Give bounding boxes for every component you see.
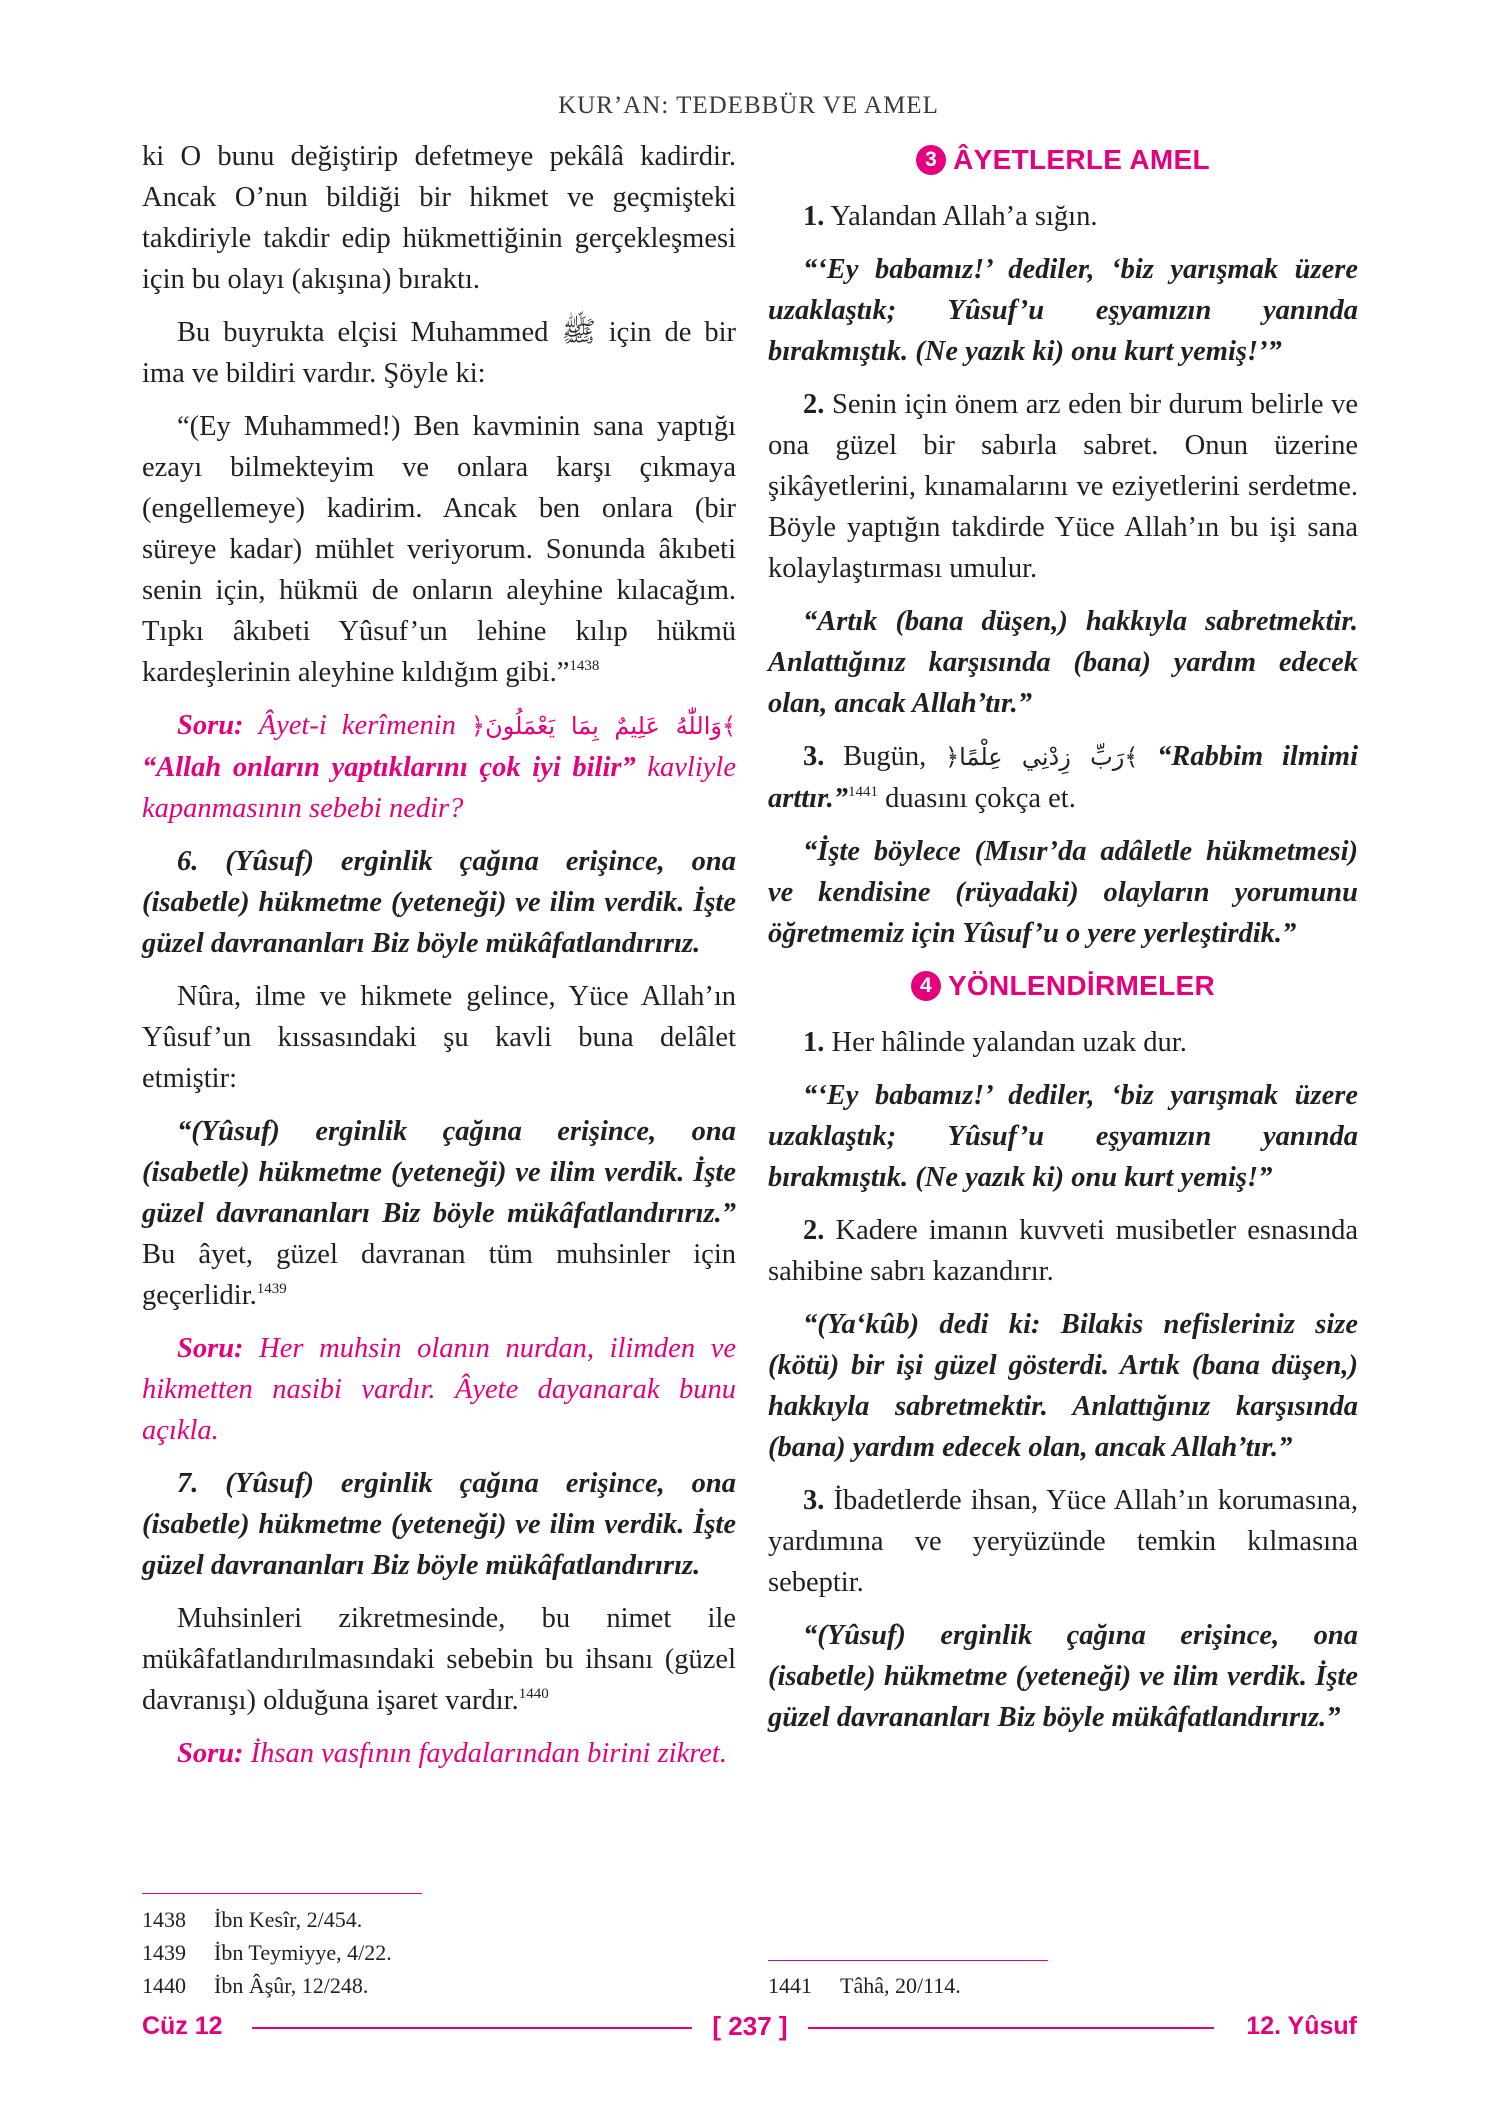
quote-text: “(Ey Muhammed!) Ben kavminin sana yaptığı ezayı bilmekteyim ve onlara karşı çıkmaya (engellemeye) kadirim. Ancak ben onlara (bir süreye kadar) mühlet veriyorum. Sonunda âkıbeti senin için, hükmü de onların aleyhine kılacağım. Tıpkı âkıbeti Yûsuf’un lehine kılıp hükmü kardeşlerinin aleyhine kıldığım gibi.” [142, 411, 736, 688]
verse-6: 6. (Yûsuf) erginlik çağına erişince, ona (isabetle) hükmetme (yeteneği) ve ilim verdik. İşte güzel davrananları Biz böyle mükâfatlandırırız. [142, 846, 736, 959]
item-number: 2. [803, 1215, 825, 1246]
paragraph-text: Muhsinleri zikretmesinde, bu nimet ile mükâfatlandırılmasındaki sebebin bu ihsanı (güzel davranışı) olduğuna işaret vardır. [142, 1603, 736, 1716]
footnote [768, 1969, 961, 2002]
footnote-text: İbn Kesîr, 2/454. [214, 1907, 363, 1932]
question-label: Soru: [177, 1738, 244, 1769]
item-text: Her hâlinde yalandan uzak dur. [824, 1027, 1187, 1058]
quote-paragraph [142, 406, 736, 693]
item-2 [768, 1210, 1358, 1292]
item-number: 2. [803, 389, 825, 420]
footnote [142, 1903, 362, 1936]
section-title: YÖNLENDİRMELER [947, 970, 1216, 1001]
footnote-number: 1441 [768, 1973, 812, 1998]
question-1 [142, 705, 736, 829]
arabic-verse: ﴿وَاللّٰهُ عَلِيمٌ بِمَا يَعْمَلُونَ﴾ [471, 712, 737, 740]
page-number: [ 237 ] [712, 2011, 788, 2041]
footnote-number: 1440 [142, 1973, 186, 1998]
verse-quote: “(Yûsuf) erginlik çağına erişince, ona (isabetle) hükmetme (yeteneği) ve ilim verdik. İşte güzel davrananları Biz böyle mükâfatlandırırız.” [142, 1116, 736, 1229]
section-number-badge: 4 [911, 971, 941, 1001]
footnote [142, 1969, 368, 2002]
question-bold: “Allah onların yaptıklarını çok iyi bilir” [142, 752, 636, 783]
section-number-badge: 3 [916, 145, 946, 175]
footnote [142, 1936, 392, 1969]
footnote-text: İbn Teymiyye, 4/22. [214, 1940, 392, 1965]
item-text: İbadetlerde ihsan, Yüce Allah’ın korumasına, yardımına ve yeryüzünde temkin kılmasına sebeptir. [768, 1485, 1358, 1598]
question-text: kavliyle kapanmasının sebebi nedir? [142, 752, 736, 824]
verse-quote: “(Ya‘kûb) dedi ki: Bilakis nefisleriniz size (kötü) bir işi güzel gösterdi. Artık (bana düşen,) hakkıyla sabretmektir. Anlattığınız karşısında (bana) yardım edecek olan, ancak Allah’tır.” [768, 1309, 1358, 1463]
verse-quote: “Artık (bana düşen,) hakkıyla sabretmektir. Anlattığınız karşısında (bana) yardım edecek olan, ancak Allah’tır.” [768, 606, 1358, 719]
item-number: 1. [803, 201, 825, 232]
right-column [768, 136, 1358, 1750]
item-1 [768, 196, 1358, 237]
footnote-rule [142, 1893, 422, 1894]
arabic-verse: ﴿رَبِّ زِدْنِي عِلْمًا﴾ [945, 743, 1139, 771]
item-3 [768, 736, 1358, 819]
running-header: KUR’AN: TEDEBBÜR VE AMEL [558, 92, 939, 119]
item-text: Senin için önem arz eden bir durum belirle ve ona güzel bir sabırla sabret. Onun üzerine şikâyetlerini, kınamalarını ve eziyetlerini serdetme. Böyle yaptığın takdirde Yüce Allah’ın bu işi sana kolaylaştırması umulur. [768, 389, 1358, 584]
section-title: ÂYETLERLE AMEL [953, 144, 1210, 175]
question-label: Soru: [177, 710, 244, 741]
section-heading-4 [768, 966, 1358, 1006]
footnote-text: Tâhâ, 20/114. [840, 1973, 961, 1998]
item-text: Yalandan Allah’a sığın. [824, 201, 1098, 232]
footer-surah: 12. Yûsuf [1246, 2012, 1357, 2040]
verse-quote: “Rabbim ilmimi arttır.” [768, 741, 1358, 814]
paragraph: Nûra, ilme ve hikmete gelince, Yüce Allah’ın Yûsuf’un kıssasındaki şu kavli buna delâlet etmiştir: [142, 981, 736, 1094]
question-label: Soru: [177, 1333, 244, 1364]
item-number: 3. [803, 1485, 825, 1516]
paragraph: ki O bunu değiştirip defetmeye pekâlâ kadirdir. Ancak O’nun bildiği bir hikmet ve geçmişteki takdiriyle takdir edip hükmettiğinin gerçekleşmesi için bu olayı (akışına) bıraktı. [142, 141, 736, 295]
footnote-ref[interactable]: 1441 [848, 784, 878, 800]
section-heading-3 [768, 140, 1358, 180]
verse-quote: “(Yûsuf) erginlik çağına erişince, ona (isabetle) hükmetme (yeteneği) ve ilim verdik. İşte güzel davrananları Biz böyle mükâfatlandırırız.” [768, 1620, 1358, 1733]
footnote-ref[interactable]: 1438 [569, 658, 600, 674]
verse-7: 7. (Yûsuf) erginlik çağına erişince, ona (isabetle) hükmetme (yeteneği) ve ilim verdik. İşte güzel davrananları Biz böyle mükâfatlandırırız. [142, 1468, 736, 1581]
paragraph: Bu buyrukta elçisi Muhammed ﷺ için de bir ima ve bildiri vardır. Şöyle ki: [142, 317, 736, 389]
footnote-number: 1438 [142, 1907, 186, 1932]
question-text: Âyet-i kerîmenin [243, 710, 472, 741]
paragraph [142, 1598, 736, 1721]
footer-rule-left [252, 2027, 692, 2029]
footnote-number: 1439 [142, 1940, 186, 1965]
item-text: Kadere imanın kuvveti musibetler esnasında sahibine sabrı kazandırır. [768, 1215, 1358, 1287]
verse-quote: “‘Ey babamız!’ dediler, ‘biz yarışmak üzere uzaklaştık; Yûsuf’u eşyamızın yanında bırakmıştık. (Ne yazık ki) onu kurt yemiş!’” [768, 254, 1358, 367]
footnote-ref[interactable]: 1439 [256, 1281, 287, 1297]
verse-quote: “‘Ey babamız!’ dediler, ‘biz yarışmak üzere uzaklaştık; Yûsuf’u eşyamızın yanında bırakmıştık. (Ne yazık ki) onu kurt yemiş!” [768, 1080, 1358, 1193]
paragraph-text: Bu âyet, güzel davranan tüm muhsinler için geçerlidir. [142, 1239, 736, 1311]
footnote-text: İbn Âşûr, 12/248. [214, 1973, 369, 1998]
left-column [142, 136, 736, 1786]
question-3 [142, 1733, 736, 1774]
item-text: Bugün, [824, 741, 946, 772]
item-text: duasını çokça et. [878, 783, 1076, 814]
page-footer [0, 2008, 1497, 2048]
paragraph [142, 1111, 736, 1316]
footer-juz: Cüz 12 [142, 2012, 223, 2040]
footnote-ref[interactable]: 1440 [518, 1686, 549, 1702]
item-3 [768, 1480, 1358, 1603]
question-text: Her muhsin olanın nurdan, ilimden ve hikmetten nasibi vardır. Âyete dayanarak bunu açıkla. [142, 1333, 736, 1446]
item-1 [768, 1022, 1358, 1063]
question-2 [142, 1328, 736, 1451]
question-text: İhsan vasfının faydalarından birini zikret. [243, 1738, 727, 1769]
footnote-rule [768, 1960, 1048, 1961]
item-number: 3. [803, 741, 825, 772]
item-2 [768, 384, 1358, 589]
footer-rule-right [808, 2027, 1214, 2029]
verse-quote: “İşte böylece (Mısır’da adâletle hükmetmesi) ve kendisine (rüyadaki) olayların yorumunu öğretmemiz için Yûsuf’u o yere yerleştirdik.” [768, 836, 1358, 949]
item-number: 1. [803, 1027, 825, 1058]
